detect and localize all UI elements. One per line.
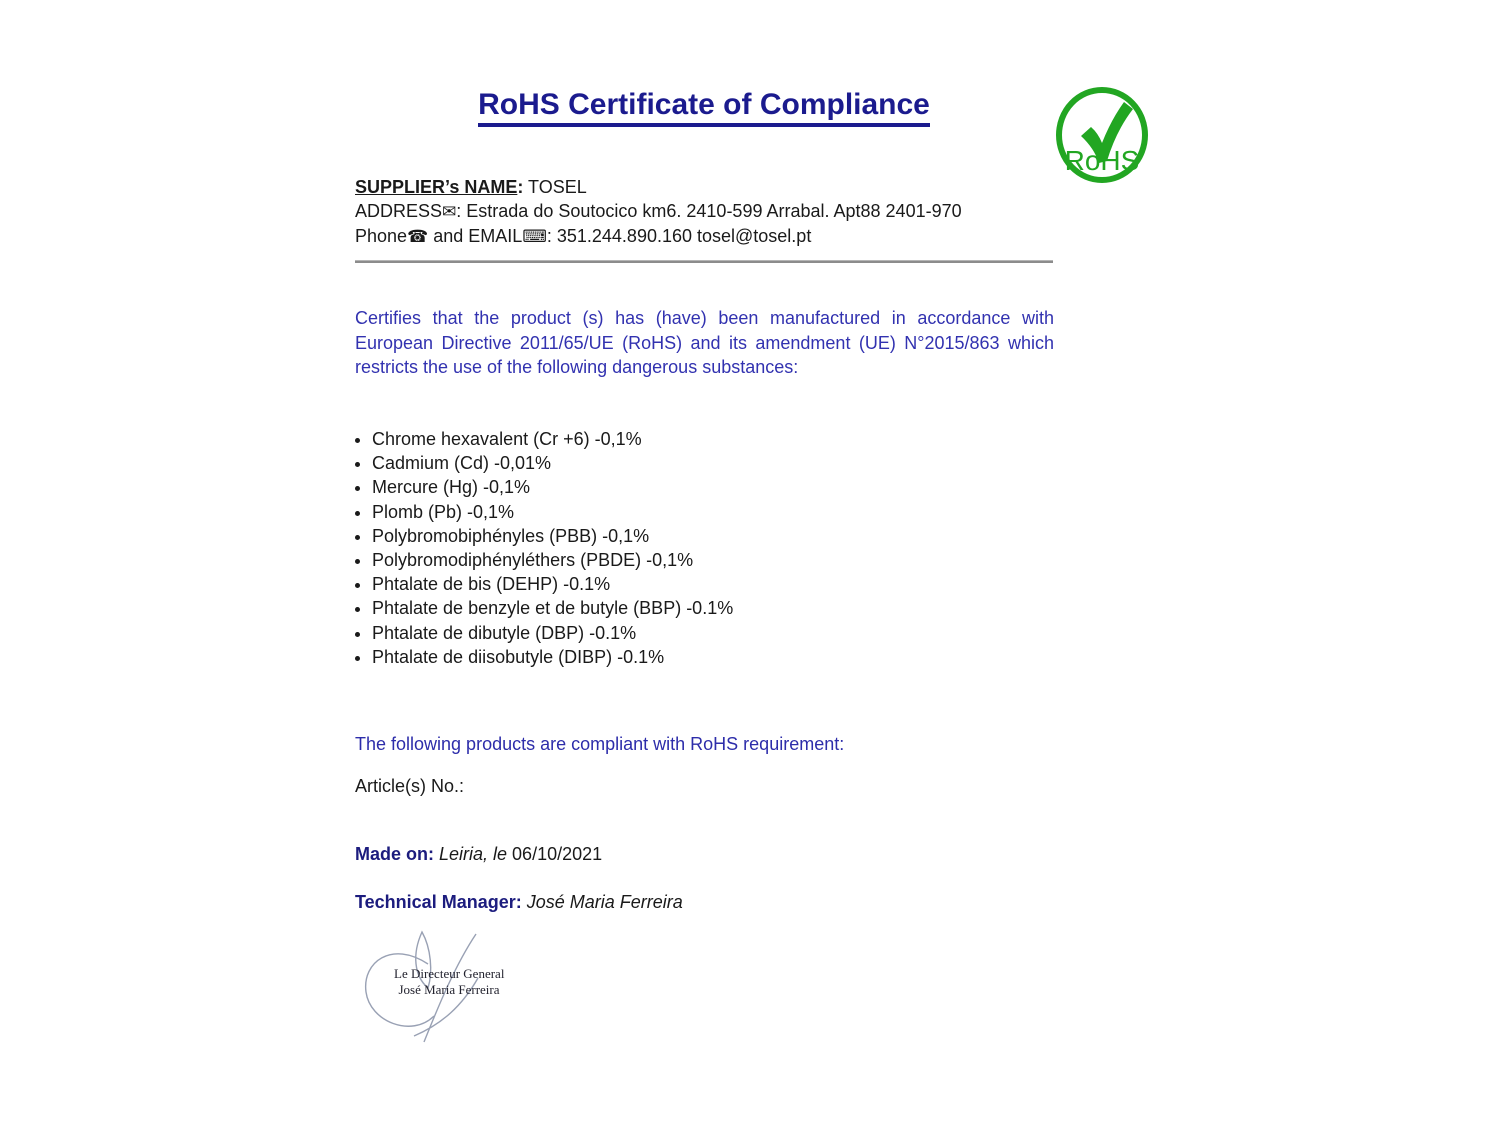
list-item: • Chrome hexavalent (Cr +6) -0,1% — [372, 427, 1070, 451]
list-item: • Polybromodiphényléthers (PBDE) -0,1% — [372, 548, 1070, 572]
email-label: and EMAIL — [428, 226, 523, 246]
page-title: RoHS Certificate of Compliance — [478, 88, 930, 127]
address-label: ADDRESS — [355, 201, 443, 221]
technical-manager-label: Technical Manager: — [355, 892, 522, 912]
phone-icon: ☎ — [407, 227, 429, 247]
signature-line1: Le Directeur General — [394, 966, 505, 981]
supplier-contact-line — [355, 224, 1053, 249]
supplier-address-line — [355, 199, 1053, 224]
list-item: • Cadmium (Cd) -0,01% — [372, 451, 1070, 475]
technical-manager-name: José Maria Ferreira — [521, 892, 683, 912]
supplier-name-line — [355, 175, 1053, 199]
title-block — [355, 88, 1053, 127]
technical-manager-line — [355, 892, 1053, 913]
rohs-logo-graphic — [1054, 86, 1150, 184]
list-item: • Phtalate de benzyle et de butyle (BBP) -0.1% — [372, 596, 1070, 620]
supplier-name-label: SUPPLIER’s NAME — [355, 177, 518, 197]
address-value: : Estrada do Soutocico km6. 2410-599 Arrabal. Apt88 2401-970 — [456, 201, 962, 221]
made-on-line — [355, 844, 1053, 865]
article-number-label: Article(s) No.: — [355, 776, 465, 796]
envelope-icon: ✉ — [442, 202, 457, 222]
made-on-date: 06/10/2021 — [507, 844, 603, 864]
contact-value: : 351.244.890.160 tosel@tosel.pt — [546, 226, 812, 246]
supplier-name-colon: : — [517, 177, 524, 197]
made-on-place: Leiria, le — [434, 844, 508, 864]
rohs-logo — [1054, 86, 1150, 184]
made-on-label: Made on: — [355, 844, 434, 864]
signature-text — [394, 966, 504, 998]
list-item: • Plomb (Pb) -0,1% — [372, 500, 1070, 524]
computer-icon: ⌨ — [522, 227, 547, 247]
certification-paragraph: Certifies that the product (s) has (have) been manufactured in accordance with European Directive 2011/65/UE (RoHS) and its amendment (UE) N°2015/863 which restricts the use of the following dangerous substances: — [355, 308, 1054, 377]
compliance-statement: The following products are compliant with RoHS requirement: — [355, 734, 845, 754]
phone-label: Phone — [355, 226, 408, 246]
list-item: • Polybromobiphényles (PBB) -0,1% — [372, 524, 1070, 548]
list-item: • Mercure (Hg) -0,1% — [372, 475, 1070, 499]
list-item: • Phtalate de diisobutyle (DIBP) -0.1% — [372, 645, 1070, 669]
list-item: • Phtalate de dibutyle (DBP) -0.1% — [372, 621, 1070, 645]
signature-block — [358, 922, 508, 1052]
signature-line2: José Maria Ferreira — [398, 982, 500, 997]
supplier-name-value: TOSEL — [523, 177, 587, 197]
list-item: • Phtalate de bis (DEHP) -0.1% — [372, 572, 1070, 596]
supplier-block — [355, 175, 1053, 249]
logo-label: RoHS — [1064, 145, 1140, 176]
horizontal-divider — [355, 260, 1053, 263]
substances-list — [355, 427, 1070, 669]
